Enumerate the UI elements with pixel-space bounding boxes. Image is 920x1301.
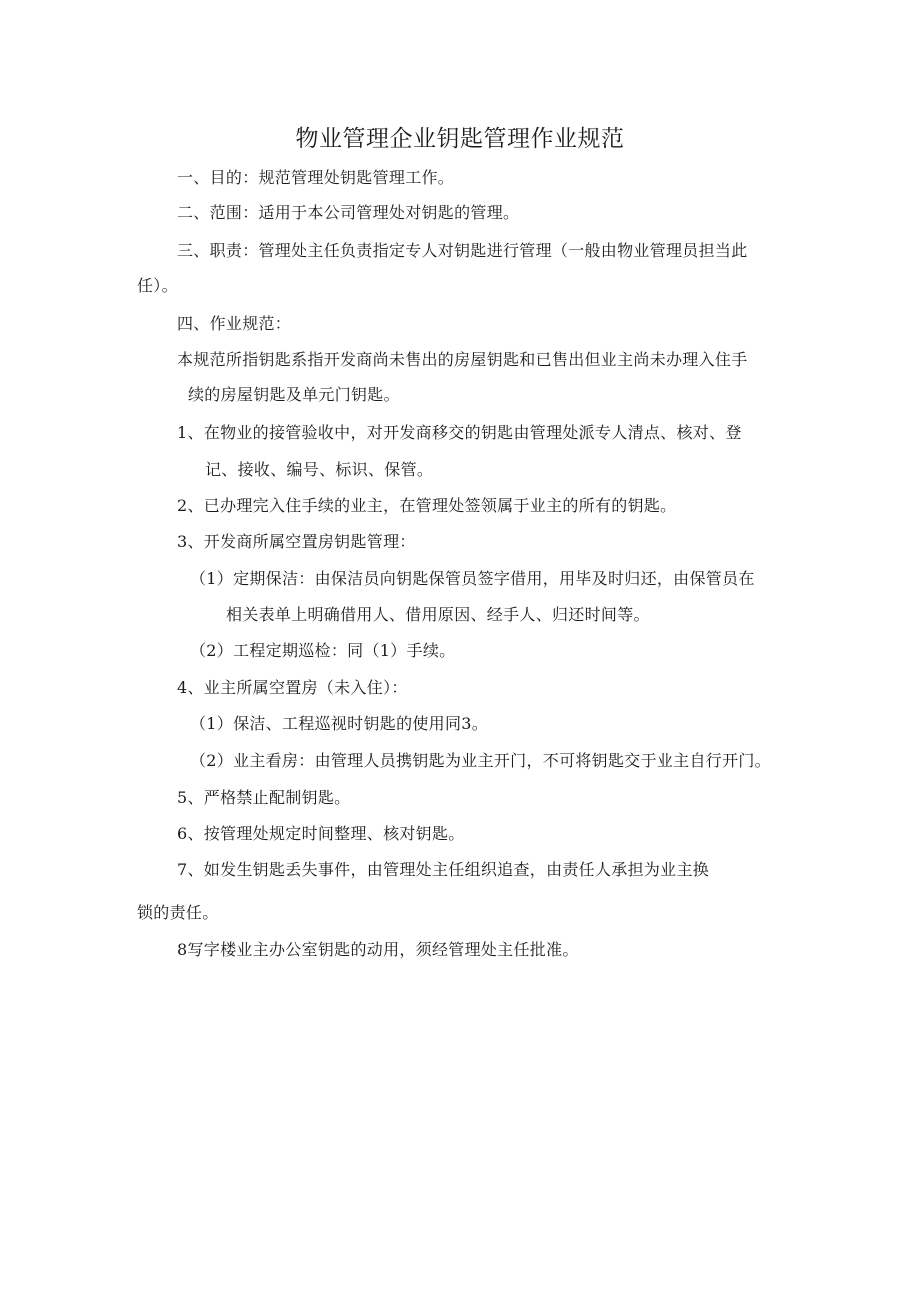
document-title: 物业管理企业钥匙管理作业规范 bbox=[295, 126, 625, 152]
norms-definition: 本规范所指钥匙系指开发商尚未售出的房屋钥匙和已售出但业主尚未办理入住手 bbox=[177, 350, 748, 369]
item-3-sub-1: （1）定期保洁：由保洁员向钥匙保管员签字借用，用毕及时归还，由保管员在 bbox=[190, 569, 755, 588]
item-3-sub-1-cont: 相关表单上明确借用人、借用原因、经手人、归还时间等。 bbox=[226, 605, 650, 624]
section-norms-heading: 四、作业规范： bbox=[177, 314, 292, 333]
section-duty: 三、职责：管理处主任负责指定专人对钥匙进行管理（一般由物业管理员担当此 bbox=[177, 241, 748, 260]
section-duty-cont: 任）。 bbox=[137, 276, 178, 295]
item-4-sub-1: （1）保洁、工程巡视时钥匙的使用同3。 bbox=[190, 714, 489, 733]
item-3: 3、开发商所属空置房钥匙管理： bbox=[177, 532, 416, 551]
item-2: 2、已办理完入住手续的业主，在管理处签领属于业主的所有的钥匙。 bbox=[177, 496, 677, 515]
item-7: 7、如发生钥匙丢失事件，由管理处主任组织追查，由责任人承担为业主换 bbox=[177, 860, 710, 879]
item-3-sub-2: （2）工程定期巡检：同（1）手续。 bbox=[190, 641, 456, 660]
item-7-cont: 锁的责任。 bbox=[137, 903, 219, 922]
norms-definition-cont: 续的房屋钥匙及单元门钥匙。 bbox=[188, 385, 400, 404]
item-6: 6、按管理处规定时间整理、核对钥匙。 bbox=[177, 824, 465, 843]
section-purpose: 一、目的：规范管理处钥匙管理工作。 bbox=[177, 168, 455, 187]
item-8: 8写字楼业主办公室钥匙的动用，须经管理处主任批准。 bbox=[177, 940, 579, 959]
item-4: 4、业主所属空置房（未入住）： bbox=[177, 678, 408, 697]
item-4-sub-2: （2）业主看房：由管理人员携钥匙为业主开门，不可将钥匙交于业主自行开门。 bbox=[190, 751, 771, 770]
item-1: 1、在物业的接管验收中，对开发商移交的钥匙由管理处派专人清点、核对、登 bbox=[177, 423, 742, 442]
item-5: 5、严格禁止配制钥匙。 bbox=[177, 788, 351, 807]
item-1-cont: 记、接收、编号、标识、保管。 bbox=[205, 460, 434, 479]
section-scope: 二、范围：适用于本公司管理处对钥匙的管理。 bbox=[177, 203, 520, 222]
